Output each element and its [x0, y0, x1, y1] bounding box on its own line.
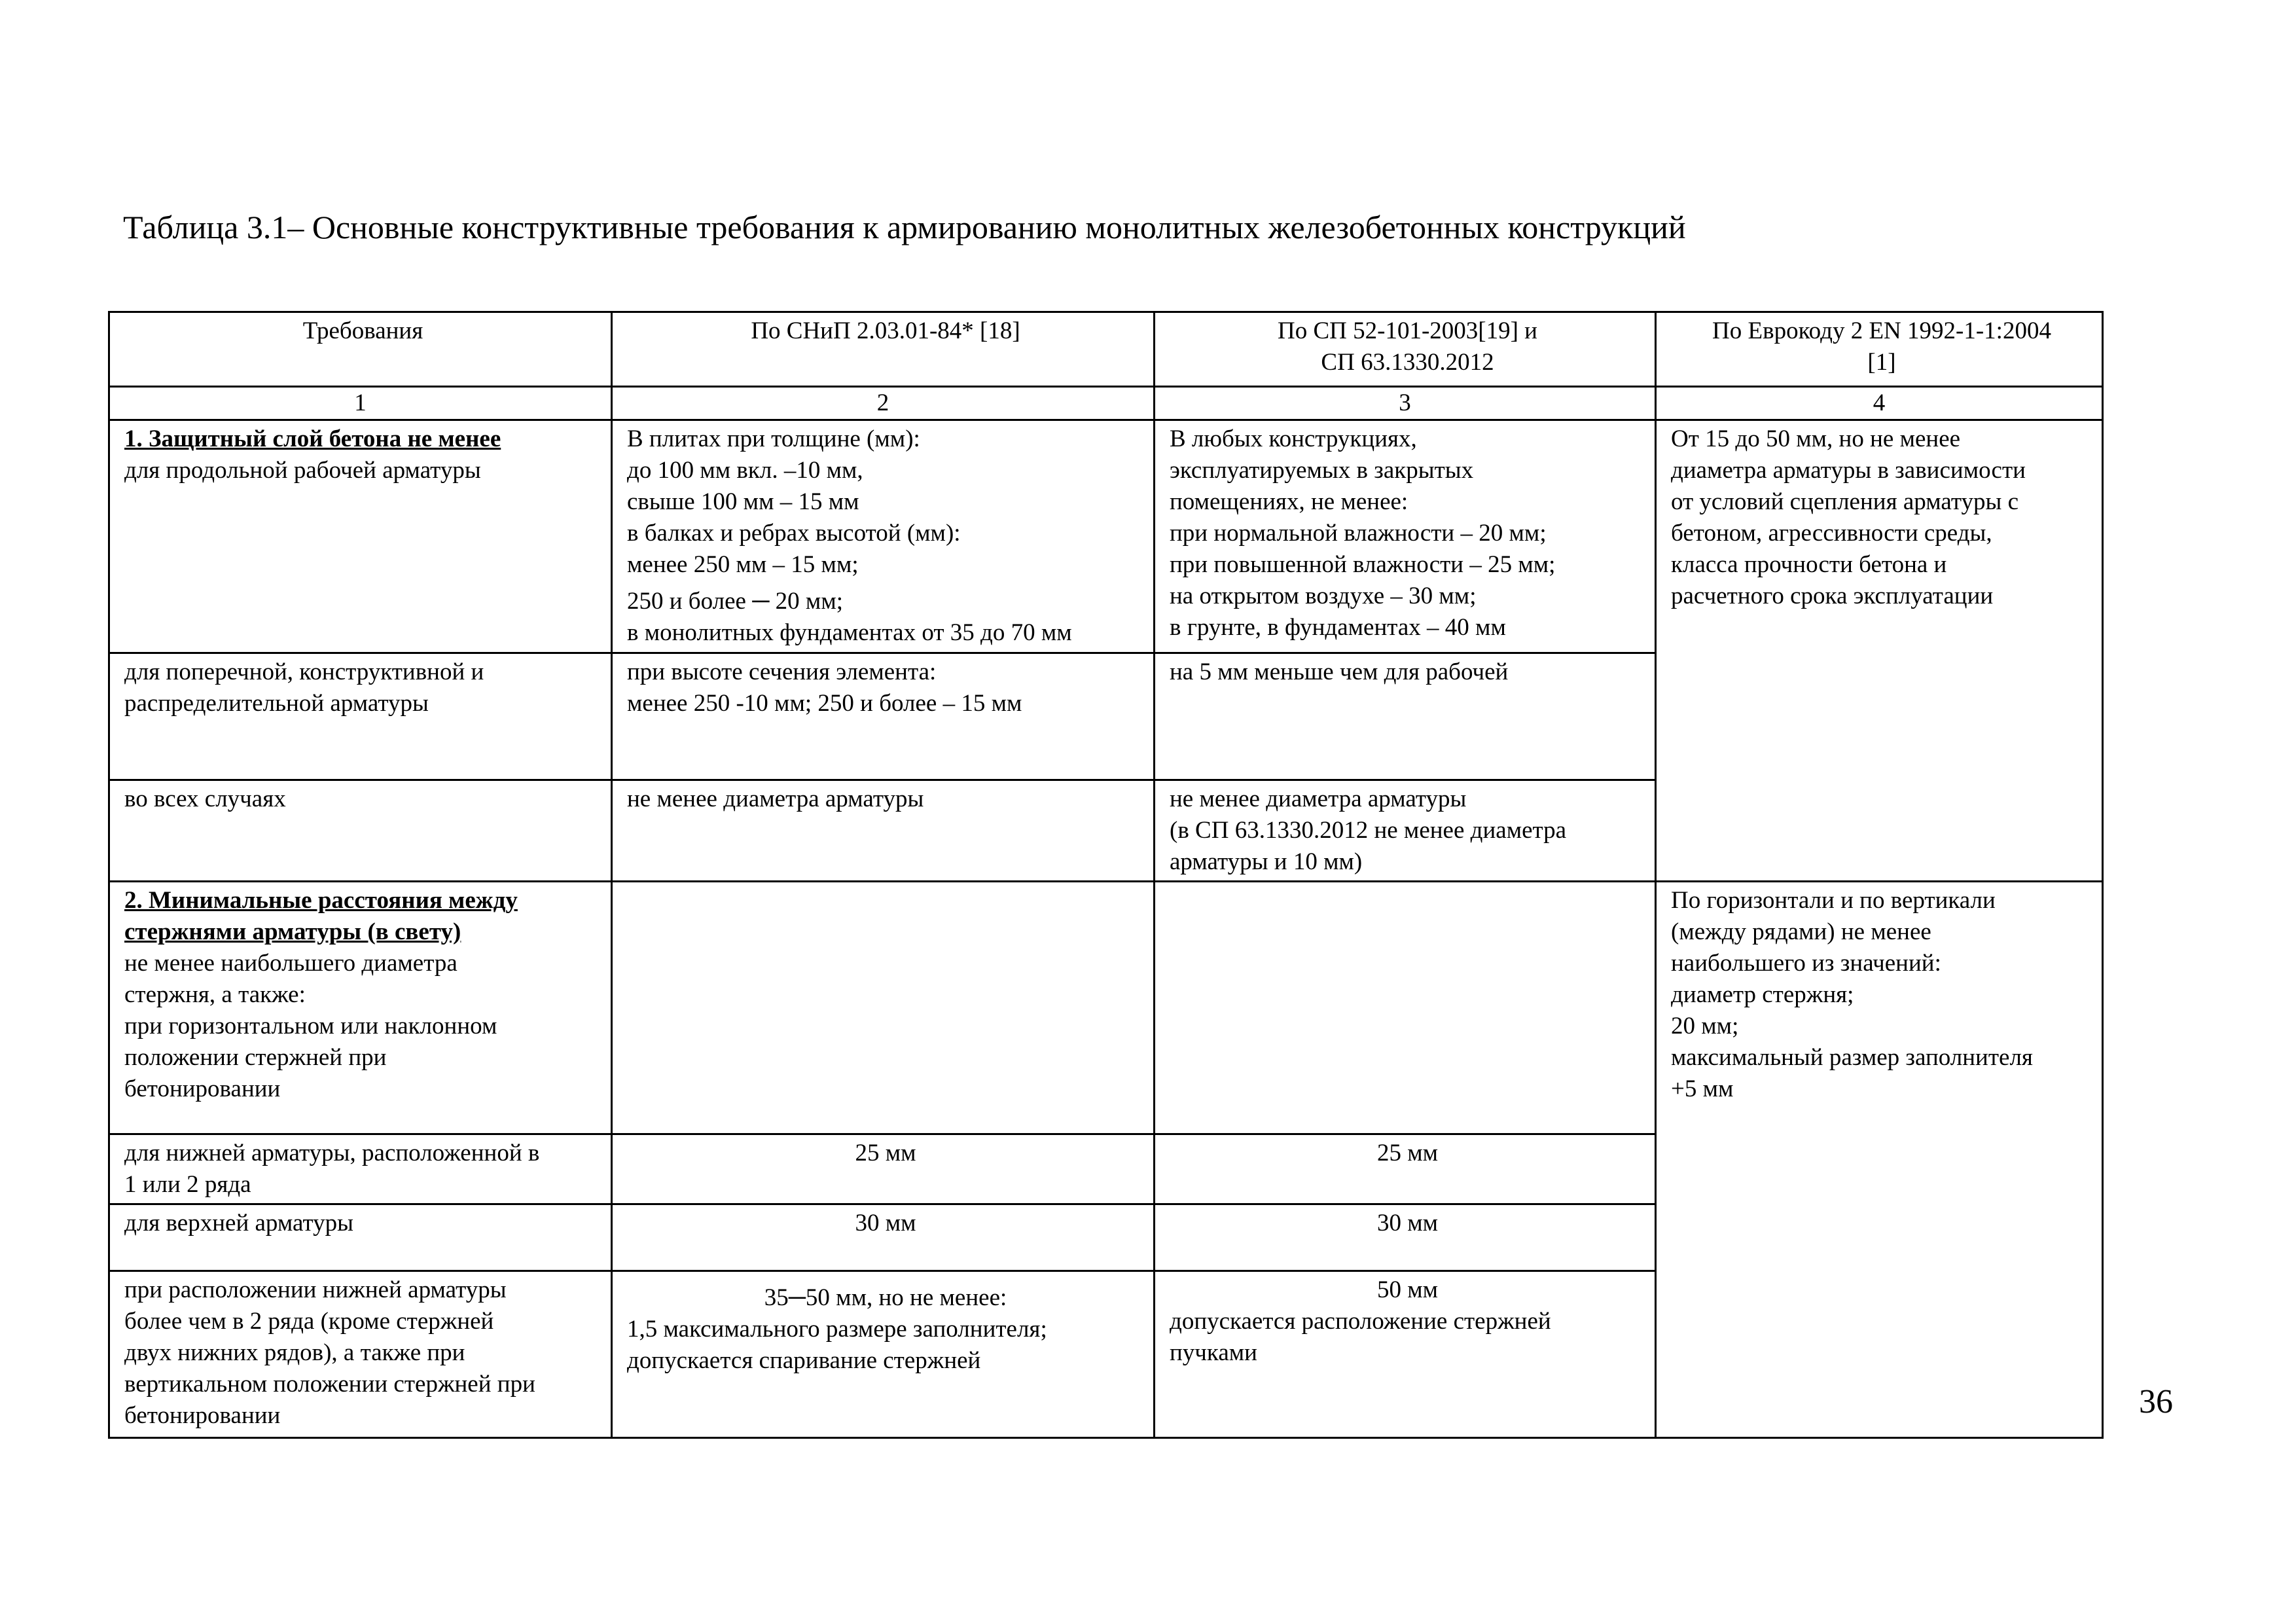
eurocode-cover	[1656, 420, 2103, 882]
cell-line: более чем в 2 ряда (кроме стержней	[124, 1308, 494, 1335]
snip-cover-transverse	[612, 653, 1155, 780]
sp-cover-all-cases	[1155, 780, 1656, 882]
cell-line: менее 250 -10 мм; 250 и более – 15 мм	[627, 690, 1022, 717]
cover-all-cases-requirement: во всех случаях	[109, 780, 612, 882]
cell-line: двух нижних рядов), а также при	[124, 1339, 465, 1366]
spacing-multirow-requirement	[109, 1271, 612, 1438]
cell-line: 1 или 2 ряда	[124, 1171, 251, 1198]
cell-line: эксплуатируемых в закрытых	[1170, 457, 1474, 484]
cell-line: бетонировании	[124, 1075, 281, 1102]
cell-line: расчетного срока эксплуатации	[1671, 583, 1994, 609]
sp-cover-transverse	[1155, 653, 1656, 780]
sp-spacing-multirow	[1155, 1271, 1656, 1438]
cover-transverse-requirement	[109, 653, 612, 780]
cell-line: для продольной рабочей арматуры	[124, 457, 481, 484]
cell-line: до 100 мм вкл. –10 мм,	[627, 457, 863, 484]
cell-line: при расположении нижней арматуры	[124, 1276, 507, 1303]
cell-line: пучками	[1170, 1339, 1257, 1366]
header-eurocode	[1656, 312, 2103, 387]
cell-line: В любых конструкциях,	[1170, 425, 1417, 452]
cell-line: положении стержней при	[124, 1044, 387, 1071]
cell-line: 1,5 максимального размере заполнителя;	[627, 1316, 1047, 1343]
cell-line: на 5 мм меньше чем для рабочей	[1170, 659, 1509, 685]
snip-spacing-general	[612, 882, 1155, 1134]
cell-line: 250 и более ─ 20 мм;	[627, 588, 844, 615]
header-eurocode-line: [1]	[1867, 349, 1896, 376]
column-number: 1	[109, 387, 612, 420]
cell-line: не менее наибольшего диаметра	[124, 950, 457, 977]
sp-spacing-top: 30 мм	[1155, 1204, 1656, 1271]
table-row	[109, 420, 2103, 653]
spacing-bottom-requirement	[109, 1134, 612, 1204]
cell-line: распределительной арматуры	[124, 690, 429, 717]
snip-spacing-bottom: 25 мм	[612, 1134, 1155, 1204]
header-eurocode-line: По Еврокоду 2 EN 1992-1-1:2004	[1712, 317, 2051, 344]
cell-line: диаметра арматуры в зависимости	[1671, 457, 2026, 484]
cell-line: при повышенной влажности – 25 мм;	[1170, 551, 1556, 578]
cell-line: при нормальной влажности – 20 мм;	[1170, 520, 1547, 547]
sp-cover-longitudinal	[1155, 420, 1656, 653]
cell-line: От 15 до 50 мм, но не менее	[1671, 425, 1961, 452]
requirements-table	[108, 311, 2104, 1439]
cell-line: По горизонтали и по вертикали	[1671, 887, 1996, 914]
column-number: 2	[612, 387, 1155, 420]
cell-line: свыше 100 мм – 15 мм	[627, 488, 859, 515]
header-sp-line: СП 63.1330.2012	[1321, 349, 1494, 376]
header-row	[109, 312, 2103, 387]
cell-line: помещениях, не менее:	[1170, 488, 1408, 515]
header-requirements: Требования	[109, 312, 612, 387]
sp-spacing-general	[1155, 882, 1656, 1134]
section-2-title: стержнями арматуры (в свету)	[124, 918, 461, 945]
column-number: 3	[1155, 387, 1656, 420]
cell-line: при высоте сечения элемента:	[627, 659, 937, 685]
cell-line: арматуры и 10 мм)	[1170, 848, 1363, 875]
eurocode-spacing	[1656, 882, 2103, 1438]
cell-line: в монолитных фундаментах от 35 до 70 мм	[627, 619, 1072, 646]
snip-cover-longitudinal	[612, 420, 1155, 653]
spacing-top-requirement: для верхней арматуры	[109, 1204, 612, 1271]
cell-line: вертикальном положении стержней при	[124, 1371, 535, 1398]
section-1-title: 1. Защитный слой бетона не менее	[124, 425, 501, 452]
snip-cover-all-cases: не менее диаметра арматуры	[612, 780, 1155, 882]
cell-line: на открытом воздухе – 30 мм;	[1170, 583, 1477, 609]
table-caption: Таблица 3.1– Основные конструктивные требования к армированию монолитных железобетонных конструкций	[123, 209, 1686, 245]
cell-line: 50 мм	[1376, 1276, 1439, 1303]
cell-line: от условий сцепления арматуры с	[1671, 488, 2019, 515]
header-sp-line: По СП 52-101-2003[19] и	[1278, 317, 1537, 344]
cell-line: для нижней арматуры, расположенной в	[124, 1140, 540, 1166]
cell-line: для поперечной, конструктивной и	[124, 659, 484, 685]
cell-line	[1170, 688, 1645, 719]
cell-line: диаметр стержня;	[1671, 981, 1854, 1008]
cover-longitudinal-requirement	[109, 420, 612, 653]
cell-line: допускается расположение стержней	[1170, 1308, 1551, 1335]
cell-line: не менее диаметра арматуры	[1170, 785, 1467, 812]
cell-line: В плитах при толщине (мм):	[627, 425, 920, 452]
spacing-general-requirement	[109, 882, 612, 1134]
cell-line: в балках и ребрах высотой (мм):	[627, 520, 961, 547]
cell-line: при горизонтальном или наклонном	[124, 1013, 497, 1039]
cell-line: бетонировании	[124, 1402, 281, 1429]
cell-line: максимальный размер заполнителя	[1671, 1044, 2033, 1071]
cell-line: класса прочности бетона и	[1671, 551, 1947, 578]
column-number: 4	[1656, 387, 2103, 420]
header-snip: По СНиП 2.03.01-84* [18]	[612, 312, 1155, 387]
cell-line: (в СП 63.1330.2012 не менее диаметра	[1170, 817, 1567, 844]
column-number-row	[109, 387, 2103, 420]
cell-line: стержня, а также:	[124, 981, 306, 1008]
section-2-title: 2. Минимальные расстояния между	[124, 887, 518, 914]
cell-line: 20 мм;	[1671, 1013, 1739, 1039]
snip-spacing-multirow	[612, 1271, 1155, 1438]
cell-line: (между рядами) не менее	[1671, 918, 1931, 945]
sp-spacing-bottom: 25 мм	[1155, 1134, 1656, 1204]
cell-line: менее 250 мм – 15 мм;	[627, 551, 859, 578]
cell-line: в грунте, в фундаментах – 40 мм	[1170, 614, 1506, 641]
snip-spacing-top: 30 мм	[612, 1204, 1155, 1271]
cell-line: наибольшего из значений:	[1671, 950, 1941, 977]
header-sp	[1155, 312, 1656, 387]
table-row	[109, 882, 2103, 1134]
cell-line: бетоном, агрессивности среды,	[1671, 520, 1992, 547]
cell-line: допускается спаривание стержней	[627, 1347, 981, 1374]
page-number: 36	[2139, 1383, 2173, 1420]
cell-line: 35─50 мм, но не менее:	[764, 1284, 1007, 1311]
cell-line: +5 мм	[1671, 1075, 1734, 1102]
